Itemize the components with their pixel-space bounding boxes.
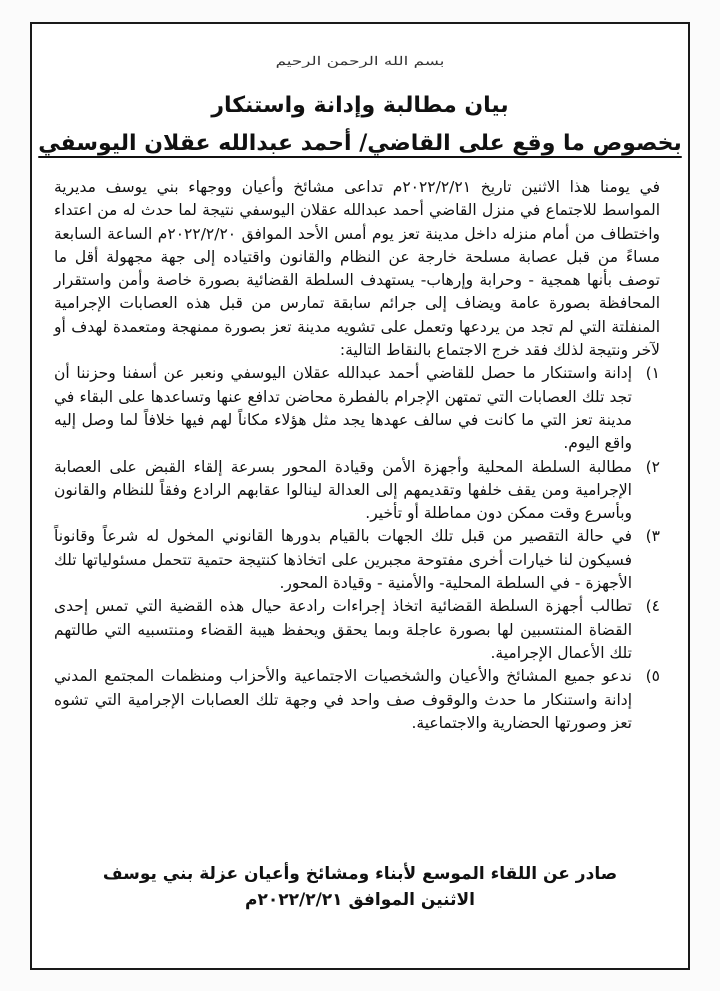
issuer-line: صادر عن اللقاء الموسع لأبناء ومشائخ وأعيان عزلة بني يوسف <box>102 864 618 884</box>
list-item <box>54 665 660 735</box>
list-item-number: ٥) <box>645 667 660 686</box>
list-item <box>54 525 660 595</box>
list-item-number: ٣) <box>645 527 660 546</box>
basmala-calligraphy: بسم الله الرحمن الرحيم <box>275 54 445 68</box>
list-item-number: ٢) <box>645 457 660 476</box>
list-item-text: إدانة واستنكار ما حصل للقاضي أحمد عبدالله عقلان اليوسفي ونعبر عن أسفنا وحزننا أن تجد تلك العصابات التي تمتهن الإجرام بالفطرة محاضن تدافع عنها وتساعدها على البقاء في مدينة تعز التي ما كانت في سالف عهدها يجد مثل هؤلاء مكاناً لهم فيها خلافاً لما وصل إليه واقع اليوم. <box>54 364 632 453</box>
list-item <box>54 362 660 455</box>
intro-paragraph: في يومنا هذا الاثنين تاريخ ٢٠٢٢/٢/٢١م تداعى مشائخ وأعيان ووجهاء بني يوسف مديرية المواسط للاجتماع في منزل القاضي أحمد عبدالله عقلان اليوسفي نتيجة لما حدث له من اعتداء واختطاف من أمام منزله داخل مدينة تعز يوم أمس الأحد الموافق ٢٠٢٢/٢/٢٠م الساعة السابعة مساءً من قبل عصابة مسلحة خارجة عن النظام والقانون واقتياده إلى جهة مجهولة أقل ما توصف بأنها همجية - وحرابة وإرهاب- يستهدف السلطة القضائية بصورة خاصة وأمن واستقرار المحافظة بصورة عامة ويضاف إلى جرائم سابقة تمارس من قبل هذه العصابات الإجرامية المنفلتة التي لم تجد من يردعها وتعمل على تشويه مدينة تعز بصورة ممنهجة ومتعمدة لهدف أو لآخر ونتيجة لذلك فقد خرج الاجتماع بالنقاط التالية: <box>54 178 660 360</box>
list-item-text: في حالة التقصير من قبل تلك الجهات بالقيام بدورها القانوني المخول له شرعاً وقانوناً فسيكون لنا خيارات أخرى مفتوحة مجبرين على اتخاذها كنتيجة حتمية تتحمل مسئولياتها تلك الأجهزة - في السلطة المحلية- والأمنية - وقيادة المحور. <box>54 527 632 593</box>
list-item-text: مطالبة السلطة المحلية وأجهزة الأمن وقيادة المحور بسرعة إلقاء القبض على العصابة الإجرامية ومن يقف خلفها وتقديمهم إلى العدالة لينالوا عقابهم الرادع وفقاً للنظام والقانون وبأسرع وقت ممكن دون مماطلة أو تأخير. <box>54 457 632 523</box>
date-line: الاثنين الموافق ٢٠٢٢/٢/٢١م <box>245 890 475 910</box>
document-subtitle: بخصوص ما وقع على القاضي/ أحمد عبدالله عقلان اليوسفي <box>38 131 682 156</box>
points-list <box>54 362 660 735</box>
list-item-text: تطالب أجهزة السلطة القضائية اتخاذ إجراءات رادعة حيال هذه القضية التي تمس إحدى القضاة المنتسبين لها بصورة عاجلة وبما يحقق ويحفظ هيبة القضاء ومنتسبيه التي طالتهم تلك الأعمال الإجرامية. <box>54 597 632 662</box>
document-title: بيان مطالبة وإدانة واستنكار <box>211 93 509 118</box>
list-item <box>54 456 660 526</box>
document-frame <box>30 22 690 970</box>
list-item-number: ٤) <box>645 597 660 616</box>
list-item-number: ١) <box>645 364 660 383</box>
list-item-text: ندعو جميع المشائخ والأعيان والشخصيات الاجتماعية والأحزاب ومنظمات المجتمع المدني إدانة واستنكار ما حدث والوقوف صف واحد في وجهة تلك العصابات الإجرامية التي تشوه تعز وصورتها الحضارية والاجتماعية. <box>54 667 632 732</box>
list-item <box>54 595 660 665</box>
document-body <box>54 176 660 735</box>
